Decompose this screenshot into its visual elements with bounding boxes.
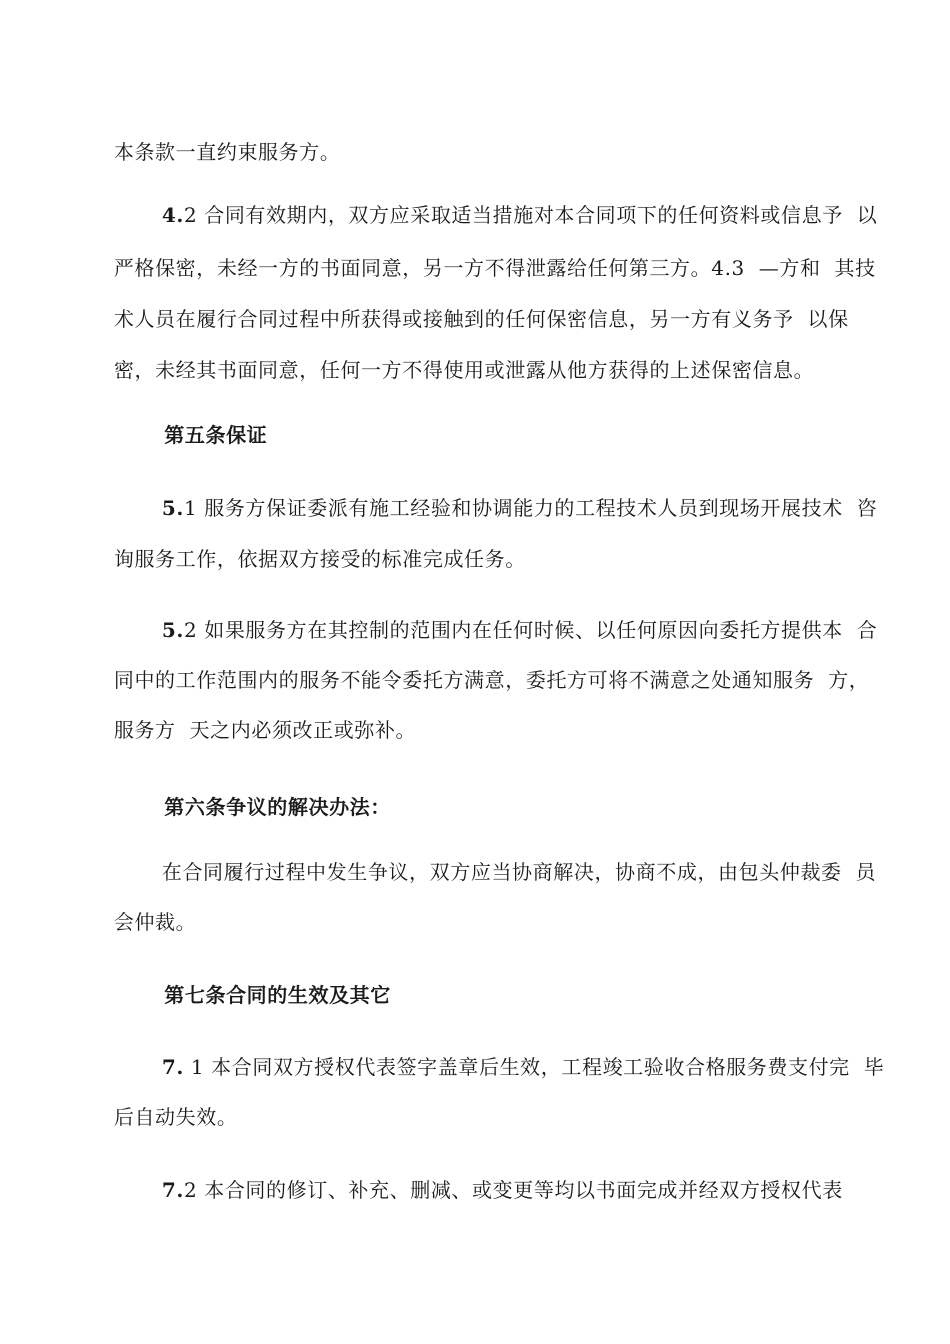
clause-number: 5. — [161, 496, 184, 520]
line-text: 严格保密，未经一方的书面同意，另一方不得泄露给任何第三方。4.3 —方和 其技 — [113, 256, 876, 280]
line-text: 服务方 天之内必须改正或弥补。 — [113, 718, 417, 742]
clause-number: 7. — [161, 1178, 184, 1202]
heading-text: 第六条争议的解决办法： — [164, 795, 391, 819]
clause-number: 7. — [161, 1055, 184, 1079]
line-text: 会仲裁。 — [113, 910, 197, 934]
line-text: 2 如果服务方在其控制的范围内在任何时候、以任何原因向委托方提供本 合 — [183, 618, 878, 642]
section-heading-5 — [134, 393, 934, 477]
clause-number: 4. — [161, 203, 184, 227]
line-text: 2 合同有效期内，双方应采取适当措施对本合同项下的任何资料或信息予 以 — [183, 203, 878, 227]
heading-text: 第七条合同的生效及其它 — [164, 983, 391, 1007]
line-text: 本条款一直约束服务方。 — [113, 140, 341, 164]
line-text: 后自动失效。 — [113, 1105, 238, 1129]
line-text: 密，未经其书面同意，任何一方不得使用或泄露从他方获得的上述保密信息。 — [113, 358, 815, 382]
line-text: 术人员在履行合同过程中所获得或接触到的任何保密信息，另一方有义务予 以保 — [113, 307, 849, 331]
line-text: 询服务工作，依据双方接受的标准完成任务。 — [113, 547, 526, 571]
clause-number: 5. — [161, 618, 184, 642]
clause-7-2-line — [134, 1148, 934, 1232]
paragraph-line — [86, 1075, 886, 1159]
line-text: 1 本合同双方授权代表签字盖章后生效，工程竣工验收合格服务费支付完 毕 — [183, 1055, 885, 1079]
line-text: 在合同履行过程中发生争议，双方应当协商解决，协商不成，由包头仲裁委 员 — [161, 860, 877, 884]
line-text: 同中的工作范围内的服务不能令委托方满意，委托方可将不满意之处通知服务 方， — [113, 668, 870, 692]
heading-text: 第五条保证 — [164, 423, 268, 447]
paragraph-line — [86, 880, 886, 964]
paragraph-line — [86, 688, 886, 772]
line-text: 1 服务方保证委派有施工经验和协调能力的工程技术人员到现场开展技术 咨 — [183, 496, 878, 520]
line-text: 2 本合同的修订、补充、删减、或变更等均以书面完成并经双方授权代表 — [183, 1178, 843, 1202]
